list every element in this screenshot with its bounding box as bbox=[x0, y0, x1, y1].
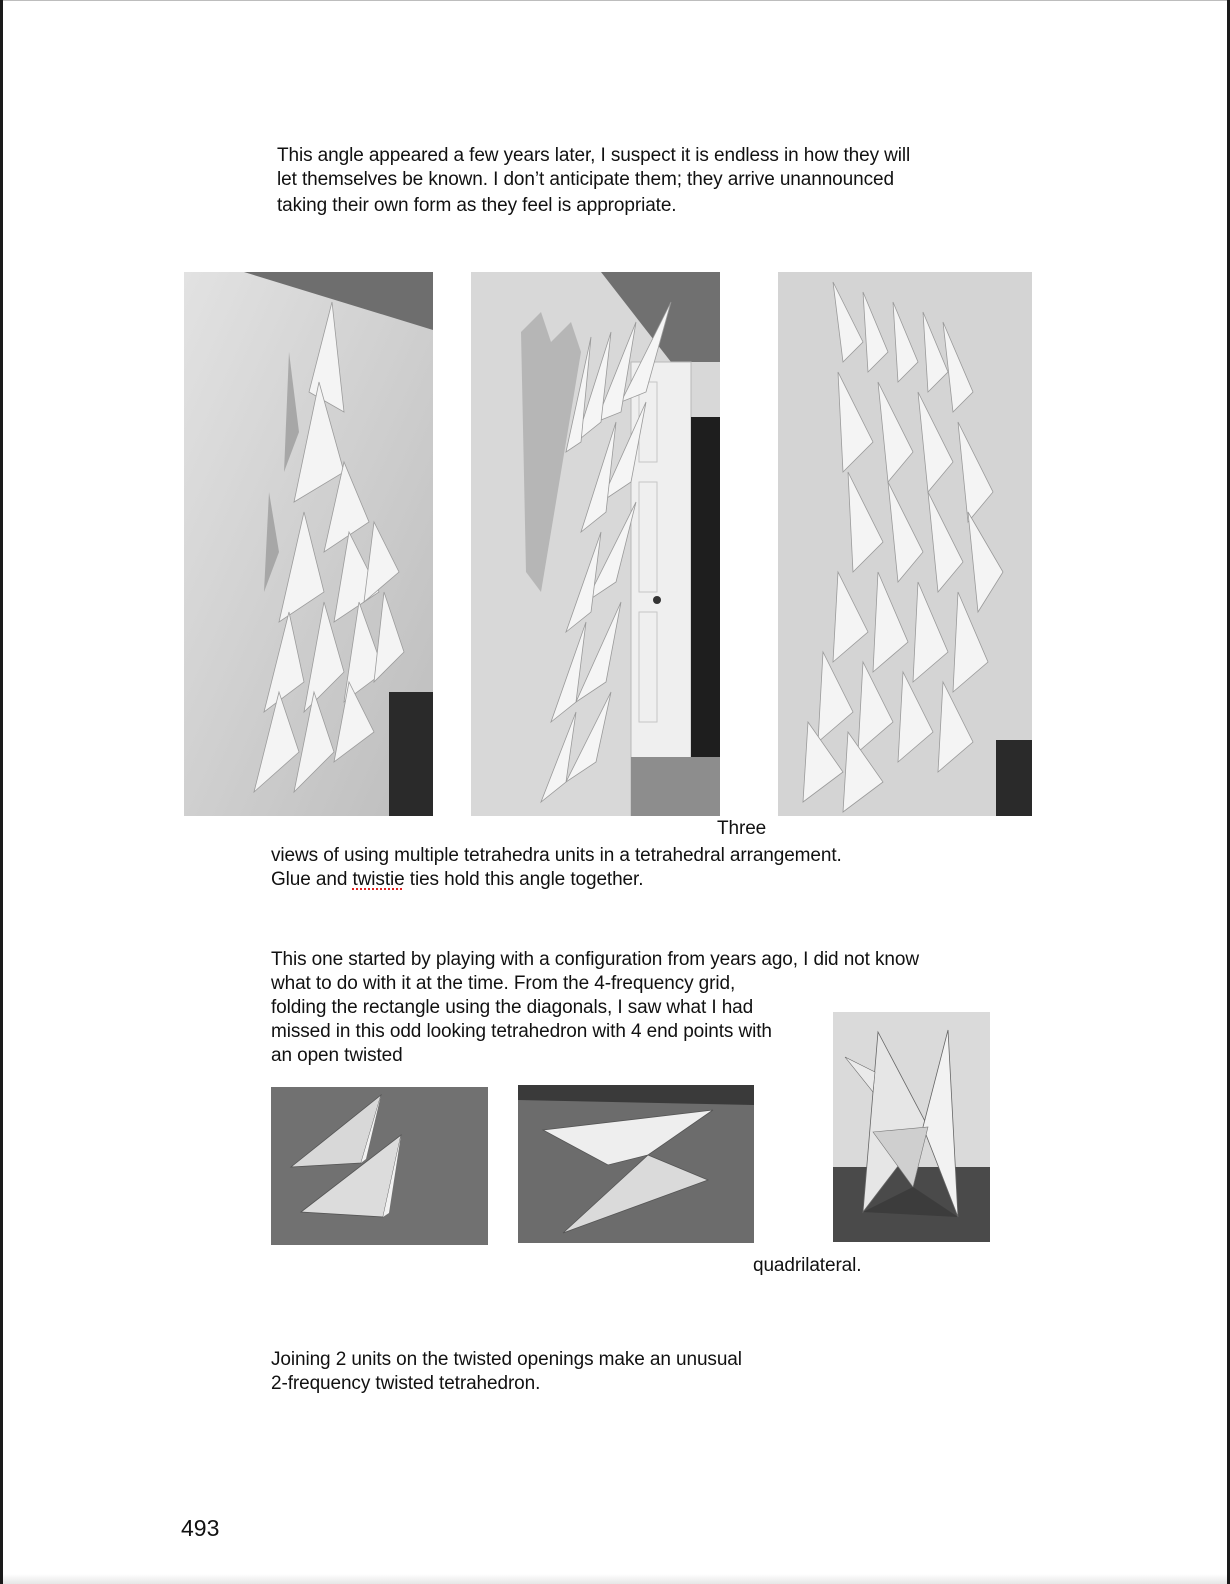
caption-text: Glue and bbox=[271, 869, 353, 890]
document-page bbox=[3, 0, 1227, 1584]
paragraph-line: what to do with it at the time. From the 4-frequency grid, bbox=[271, 973, 736, 994]
wall-photo-2 bbox=[471, 272, 720, 816]
intro-line: This angle appeared a few years later, I suspect it is endless in how they will bbox=[277, 145, 911, 166]
unit-photo-3 bbox=[833, 1012, 990, 1242]
page-number: 493 bbox=[181, 1515, 220, 1541]
intro-line: taking their own form as they feel is appropriate. bbox=[277, 195, 677, 216]
wall-photo-1 bbox=[184, 272, 433, 816]
spellcheck-flagged-word[interactable]: twistie bbox=[352, 869, 405, 890]
paragraph-line: missed in this odd looking tetrahedron with 4 end points with bbox=[271, 1021, 772, 1042]
caption-line bbox=[271, 868, 643, 892]
paragraph-line: Joining 2 units on the twisted openings make an unusual bbox=[271, 1349, 742, 1370]
paragraph-line: an open twisted bbox=[271, 1045, 403, 1066]
paragraph-trailing-word: quadrilateral. bbox=[753, 1255, 862, 1276]
caption-line: views of using multiple tetrahedra units in a tetrahedral arrangement. bbox=[271, 845, 842, 866]
unit-photo-1 bbox=[271, 1087, 488, 1245]
paragraph-line: This one started by playing with a configuration from years ago, I did not know bbox=[271, 949, 919, 970]
unit-photo-2 bbox=[518, 1085, 754, 1243]
caption-lead: Three bbox=[717, 818, 767, 839]
wall-photo-3 bbox=[778, 272, 1032, 816]
page-bottom-edge bbox=[3, 1574, 1227, 1584]
caption-text: ties hold this angle together. bbox=[404, 869, 644, 890]
intro-line: let themselves be known. I don’t anticipate them; they arrive unannounced bbox=[277, 169, 894, 190]
paragraph-line: 2-frequency twisted tetrahedron. bbox=[271, 1373, 541, 1394]
paragraph-line: folding the rectangle using the diagonals, I saw what I had bbox=[271, 997, 754, 1018]
